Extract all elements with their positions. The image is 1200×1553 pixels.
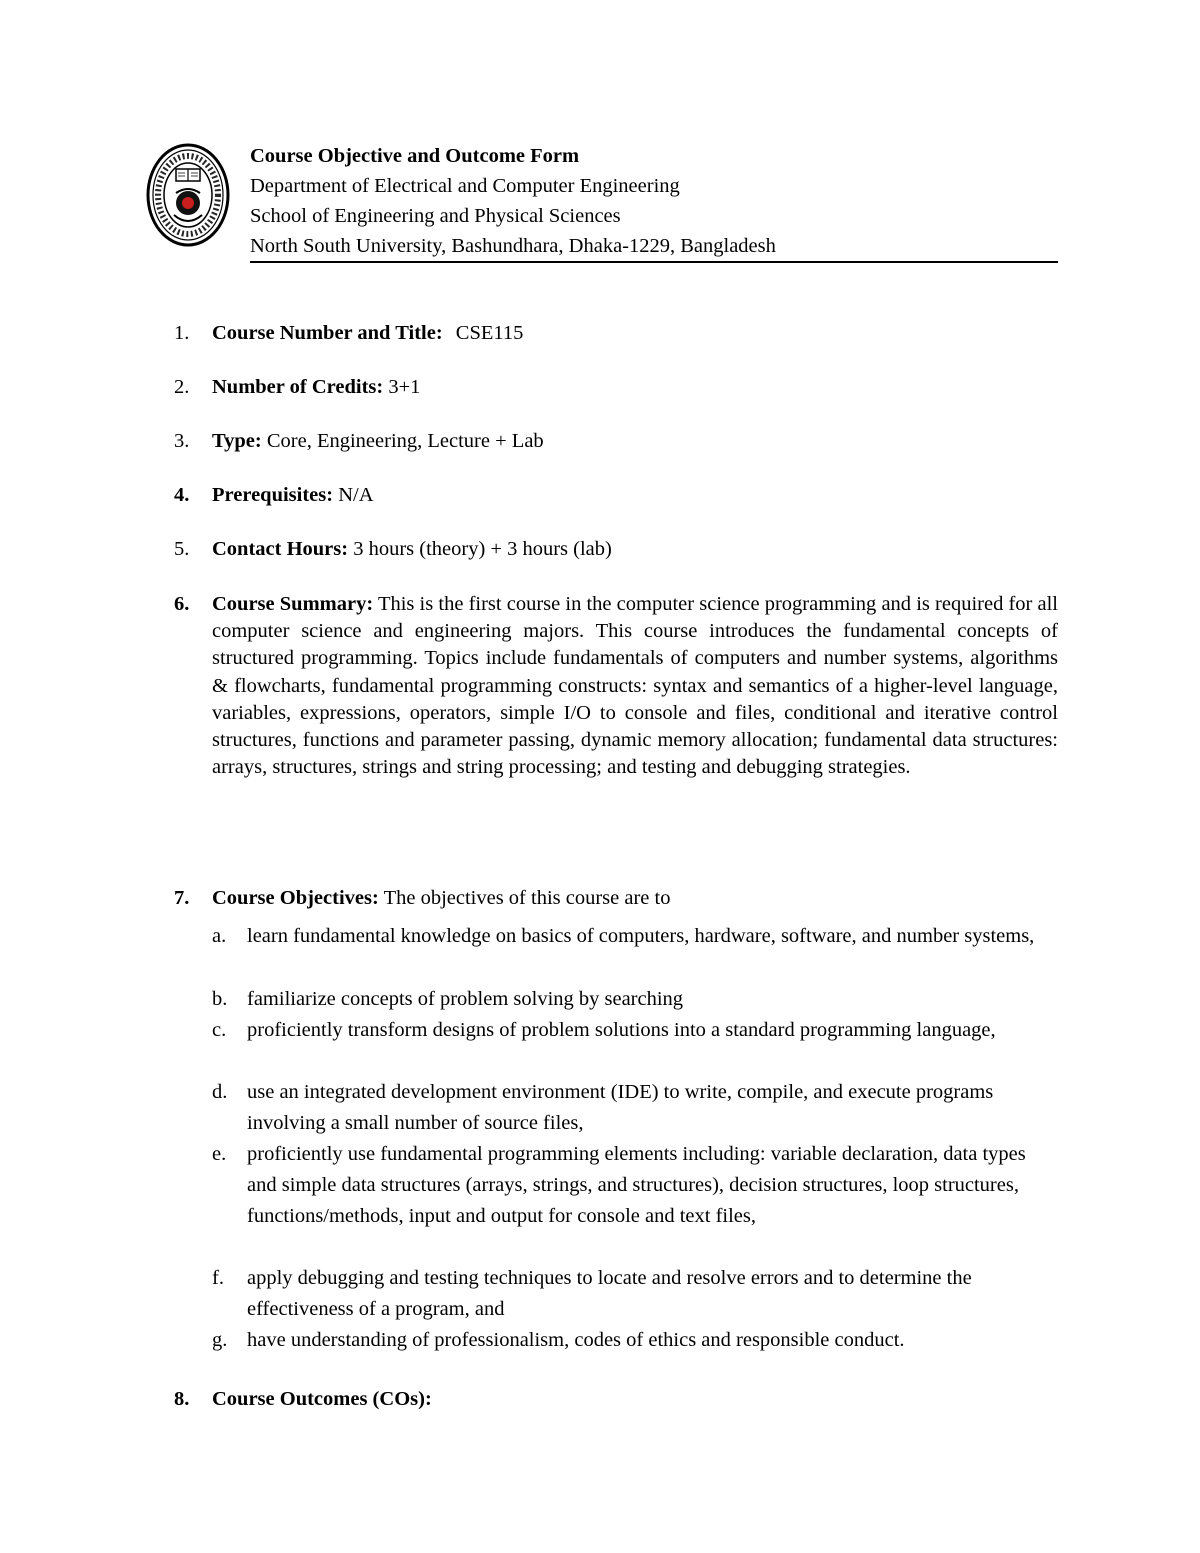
item-label: Course Objectives: — [212, 887, 379, 909]
item-value: The objectives of this course are to — [378, 887, 671, 909]
item-number: 5. — [174, 538, 190, 560]
objective-letter: a. — [212, 925, 227, 947]
department-line: Department of Electrical and Computer Engineering — [250, 175, 680, 197]
item-label: Course Summary: — [212, 593, 374, 615]
summary-paragraph — [212, 591, 1058, 781]
item-number: 8. — [174, 1388, 190, 1410]
objective-text: learn fundamental knowledge on basics of computers, hardware, software, and number systems, — [247, 925, 1035, 947]
objective-text: use an integrated development environment (IDE) to write, compile, and execute programs involving a small number of source files, — [247, 1081, 994, 1134]
item-label: Course Outcomes (COs): — [212, 1388, 432, 1410]
item-number: 1. — [174, 322, 190, 344]
objective-text: apply debugging and testing techniques to locate and resolve errors and to determine the effectiveness of a program, and — [247, 1267, 972, 1320]
objective-letter: e. — [212, 1143, 227, 1165]
nsu-seal-icon — [146, 143, 230, 247]
item-value: CSE115 — [450, 322, 524, 344]
item-value: 3+1 — [383, 376, 421, 398]
objective-letter: b. — [212, 988, 228, 1010]
item-number: 4. — [174, 484, 190, 506]
objective-letter: d. — [212, 1081, 228, 1103]
item-label: Course Number and Title: — [212, 322, 443, 344]
objective-letter: c. — [212, 1019, 227, 1041]
item-label: Contact Hours: — [212, 538, 349, 560]
item-number: 3. — [174, 430, 190, 452]
item-label: Number of Credits: — [212, 376, 384, 398]
objective-text: proficiently transform designs of problem solutions into a standard programming language, — [247, 1019, 996, 1041]
objective-letter: f. — [212, 1267, 224, 1289]
header-divider — [250, 261, 1058, 263]
objective-text: have understanding of professionalism, codes of ethics and responsible conduct. — [247, 1329, 905, 1351]
objective-text: familiarize concepts of problem solving by searching — [247, 988, 684, 1010]
item-value: 3 hours (theory) + 3 hours (lab) — [348, 538, 612, 560]
objective-text: proficiently use fundamental programming elements including: variable declaration, data types and simple data structures (arrays, strings, and structures), decision structures, loop structures, functions/methods, input and output for console and text files, — [247, 1143, 1026, 1227]
item-label: Prerequisites: — [212, 484, 334, 506]
item-number: 2. — [174, 376, 190, 398]
item-value: This is the first course in the computer science programming and is required for all computer science and engineering majors. This course introduces the fundamental concepts of structured programming. Topics include fundamentals of computers and number systems, algorithms & flowcharts, fundamental programming constructs: syntax and semantics of a higher-level language, variables, expressions, operators, simple I/O to console and files, conditional and iterative control structures, functions and parameter passing, dynamic memory allocation; fundamental data structures: arrays, structures, strings and string processing; and testing and debugging strategies. — [212, 593, 1059, 779]
item-number: 6. — [174, 593, 190, 615]
item-value: N/A — [333, 484, 374, 506]
form-title: Course Objective and Outcome Form — [250, 145, 580, 167]
item-label: Type: — [212, 430, 262, 452]
university-address-line: North South University, Bashundhara, Dhaka-1229, Bangladesh — [250, 235, 776, 257]
document-header — [250, 141, 1058, 261]
item-value: Core, Engineering, Lecture + Lab — [261, 430, 544, 452]
objective-letter: g. — [212, 1329, 228, 1351]
item-number: 7. — [174, 887, 190, 909]
school-line: School of Engineering and Physical Sciences — [250, 205, 621, 227]
